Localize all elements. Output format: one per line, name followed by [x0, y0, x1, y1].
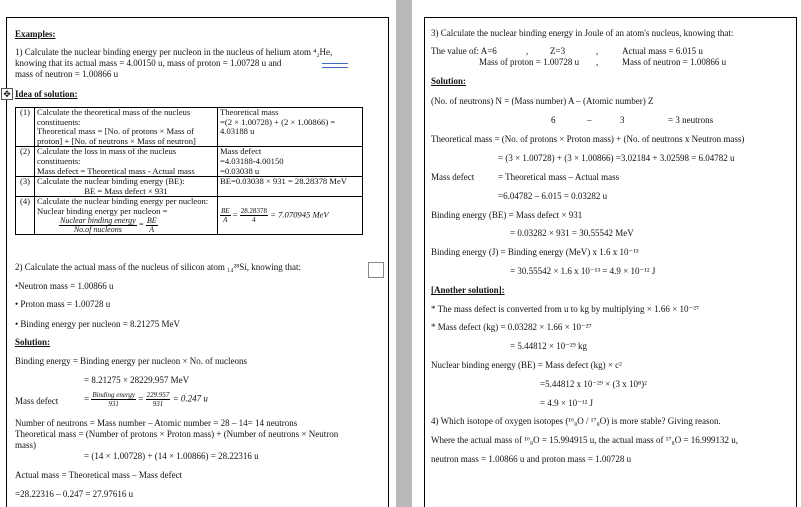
fraction: $\frac{\text{Binding energy}}{931}$: [92, 391, 136, 408]
q3-text: 3) Calculate the nuclear binding energy in Joule of an atom's nucleus, knowing that:: [431, 28, 734, 38]
right-page: 3) Calculate the nuclear binding energy in Joule of an atom's nucleus, knowing that: The value of: A=6 , Z=3 , Actual mass = 6.015 u Mass of proton = 1.00728 u , Mass of neutron = 1.00866 u Solution: (No. of neutrons) N = (Mass number) A – (Atomic number) Z 6 – 3 = 3 neutrons Theoretical mass = (No. of protons × Proton mass) + (No. of neutrons x Neutron mass) = (3 × 1.00728) + (3 × 1.00866) =3.02184 + 3.02598 = 6.04782 u Mass defect = Theoretical mass – Actual mass =6.04782 – 6.015 = 0.03282 u Binding energy (BE) = Mass defect × 931 = 0.03282 × 931 = 30.55542 MeV Binding energy (J) = Binding energy (MeV) x 1.6 x 10⁻¹³ = 30.55542 × 1.6 x 10⁻¹³ = 4.9 × 10⁻¹² J [Another solution]: * The mass defect is converted from u to kg by multiplying × 1.66 × 10⁻²⁷ * Mass defect (kg) = 0.03282 × 1.66 × 10⁻²⁷ = 5.44812 × 10⁻²⁹ kg Nuclear binding energy (BE) = Mass defect (kg) × c² =5.44812 x 10⁻²⁹ × (3 x 10⁸)² = 4.9 × 10⁻¹² J 4) Which isotope of oxygen isotopes (¹⁶₈O / ¹⁷₈O) is more stable? Giving reason. Where the actual mass of ¹⁶₈O = 15.994915 u, the actual mass of ¹⁷₈O = 16.999132 u, neutron mass = 1.00866 u and proton mass = 1.00728 u: [412, 0, 801, 507]
table-row: [16, 147, 363, 177]
solution-heading: Solution:: [15, 337, 51, 347]
given-actual: Actual mass = 6.015 u: [622, 46, 703, 56]
neutrons-formula: (No. of neutrons) N = (Mass number) A – (Atomic number) Z: [431, 96, 654, 106]
nbe-result: = 4.9 × 10⁻¹² J: [540, 398, 594, 408]
table-row: [16, 177, 363, 197]
given-neutron: Mass of neutron = 1.00866 u: [622, 57, 727, 67]
another-line1: * The mass defect is converted from u to kg by multiplying × 1.66 × 10⁻²⁷: [431, 304, 700, 314]
neutron-mass: •Neutron mass = 1.00866 u: [15, 281, 114, 291]
actual-line: Actual mass = Theoretical mass – Mass defect: [15, 470, 183, 480]
fraction: $\frac{BE}{A}$: [221, 206, 230, 224]
theo-formula: Theoretical mass = (No. of protons × Proton mass) + (No. of neutrons x Neutron mass): [431, 134, 745, 144]
step-calculation: Theoretical mass =(2 × 1.00728) + (2 × 1.00866) = 4.03188 u: [218, 108, 363, 147]
q4-text: 4) Which isotope of oxygen isotopes (¹⁶₈O / ¹⁷₈O) is more stable? Giving reason.: [431, 416, 721, 426]
q2-text: 2) Calculate the actual mass of the nucleus of silicon atom ₁₄²⁸Si, knowing that:: [15, 262, 302, 272]
bej-calc: = 30.55542 × 1.6 x 10⁻¹³ = 4.9 × 10⁻¹² J: [510, 266, 656, 276]
fraction: $\frac{BE}{A}$: [146, 215, 157, 234]
step-calculation: BE=0.03038 × 931 = 28.28378 MeV: [218, 177, 363, 197]
row-number: (2): [16, 147, 35, 177]
md-calc: =6.04782 – 6.015 = 0.03282 u: [498, 191, 608, 201]
idea-heading: Idea of solution:: [15, 89, 78, 99]
nbe-calc: =5.44812 x 10⁻²⁹ × (3 x 10⁸)²: [540, 379, 647, 389]
solution-heading: Solution:: [431, 76, 467, 86]
step-description: Calculate the nuclear binding energy per nucleon: Nuclear binding energy per nucleon = $\frac{\text{Nuclear binding energy}}{\text{No.of nucleons}}$ = $\frac{BE}{A}$: [35, 197, 218, 234]
another-line3: = 5.44812 × 10⁻²⁹ kg: [510, 341, 587, 351]
step-description: Calculate the theoretical mass of the nucleus constituents: Theoretical mass = [No. of protons × Mass of proton] + [No. of neutrons × Mass of neutron]: [35, 108, 218, 147]
q1-line3: mass of neutron = 1.00866 u: [15, 69, 119, 79]
another-line2: * Mass defect (kg) = 0.03282 × 1.66 × 10⁻²⁷: [431, 322, 592, 332]
fraction: $\frac{28.28378}{4}$: [240, 206, 267, 224]
q1-line2: knowing that its actual mass = 4.00150 u, mass of proton = 1.00728 u and: [15, 58, 282, 68]
be-calc: = 8.21275 × 28229.957 MeV: [84, 375, 190, 385]
table-row: [16, 197, 363, 234]
md-formula: = Theoretical mass – Actual mass: [498, 172, 620, 182]
actual-calc: =28.22316 – 0.247 = 27.97616 u: [15, 489, 134, 499]
md-label: Mass defect: [431, 172, 475, 182]
row-number: (3): [16, 177, 35, 197]
q1-line1: 1) Calculate the nuclear binding energy per nucleon in the nucleus of helium atom ⁴₂He,: [15, 47, 333, 57]
step-description: Calculate the nuclear binding energy (BE): BE = Mass defect × 931: [35, 177, 218, 197]
q4-line2: Where the actual mass of ¹⁶₈O = 15.994915 u, the actual mass of ¹⁷₈O = 16.999132 u,: [431, 435, 739, 445]
step-description: Calculate the loss in mass of the nucleus constituents: Mass defect = Theoretical mass - Actual mass: [35, 147, 218, 177]
move-icon[interactable]: ✥: [1, 88, 13, 100]
row-number: (4): [16, 197, 35, 234]
another-heading: [Another solution]:: [431, 285, 505, 295]
left-page: [0, 0, 396, 507]
spellcheck-underline: [322, 63, 348, 68]
md-calc: = $\frac{\text{Binding energy}}{931}$ = $\frac{229.957}{931}$ = 0.247 u: [84, 391, 208, 408]
md-label: Mass defect: [15, 396, 59, 406]
q4-line3: neutron mass = 1.00866 u and proton mass = 1.00728 u: [431, 454, 632, 464]
given-z: Z=3: [550, 46, 566, 56]
neutrons-a: 6: [551, 115, 556, 125]
table-row: [16, 108, 363, 147]
be-calc: = 0.03282 × 931 = 30.55542 MeV: [510, 228, 634, 238]
be-per-nucleon: • Binding energy per nucleon = 8.21275 MeV: [15, 319, 181, 329]
neutrons-z: 3: [620, 115, 625, 125]
theo-line2: mass): [15, 440, 36, 450]
neutrons-line: Number of neutrons = Mass number – Atomic number = 28 – 14= 14 neutrons: [15, 418, 298, 428]
bej-formula: Binding energy (J) = Binding energy (MeV) x 1.6 x 10⁻¹³: [431, 247, 639, 257]
given-proton: Mass of proton = 1.00728 u: [479, 57, 580, 67]
resize-handle[interactable]: [368, 262, 384, 278]
idea-table: [15, 107, 363, 235]
given-a: The value of: A=6: [431, 46, 497, 56]
be-line: Binding energy = Binding energy per nucleon × No. of nucleons: [15, 356, 248, 366]
fraction: $\frac{\text{Nuclear binding energy}}{\text{No.of nucleons}}$: [60, 215, 136, 234]
row-number: (1): [16, 108, 35, 147]
step-calculation: $\frac{BE}{A}$ = $\frac{28.28378}{4}$ = 7.070945 MeV: [218, 197, 363, 234]
theo-calc: = (14 × 1.00728) + (14 × 1.00866) = 28.22316 u: [84, 451, 259, 461]
examples-heading: Examples:: [15, 29, 56, 39]
fraction: $\frac{229.957}{931}$: [146, 391, 170, 408]
theo-line1: Theoretical mass = (Number of protons × Proton mass) + (Number of neutrons × Neutron: [15, 429, 339, 439]
theo-calc: = (3 × 1.00728) + (3 × 1.00866) =3.02184 + 3.02598 = 6.04782 u: [498, 153, 735, 163]
nbe-formula: Nuclear binding energy (BE) = Mass defect (kg) × c²: [431, 360, 622, 370]
right-content-frame: [424, 17, 797, 507]
neutrons-result: = 3 neutrons: [668, 115, 714, 125]
be-formula: Binding energy (BE) = Mass defect × 931: [431, 210, 583, 220]
proton-mass: • Proton mass = 1.00728 u: [15, 299, 111, 309]
step-calculation: Mass defect =4.03188-4.00150 =0.03038 u: [218, 147, 363, 177]
